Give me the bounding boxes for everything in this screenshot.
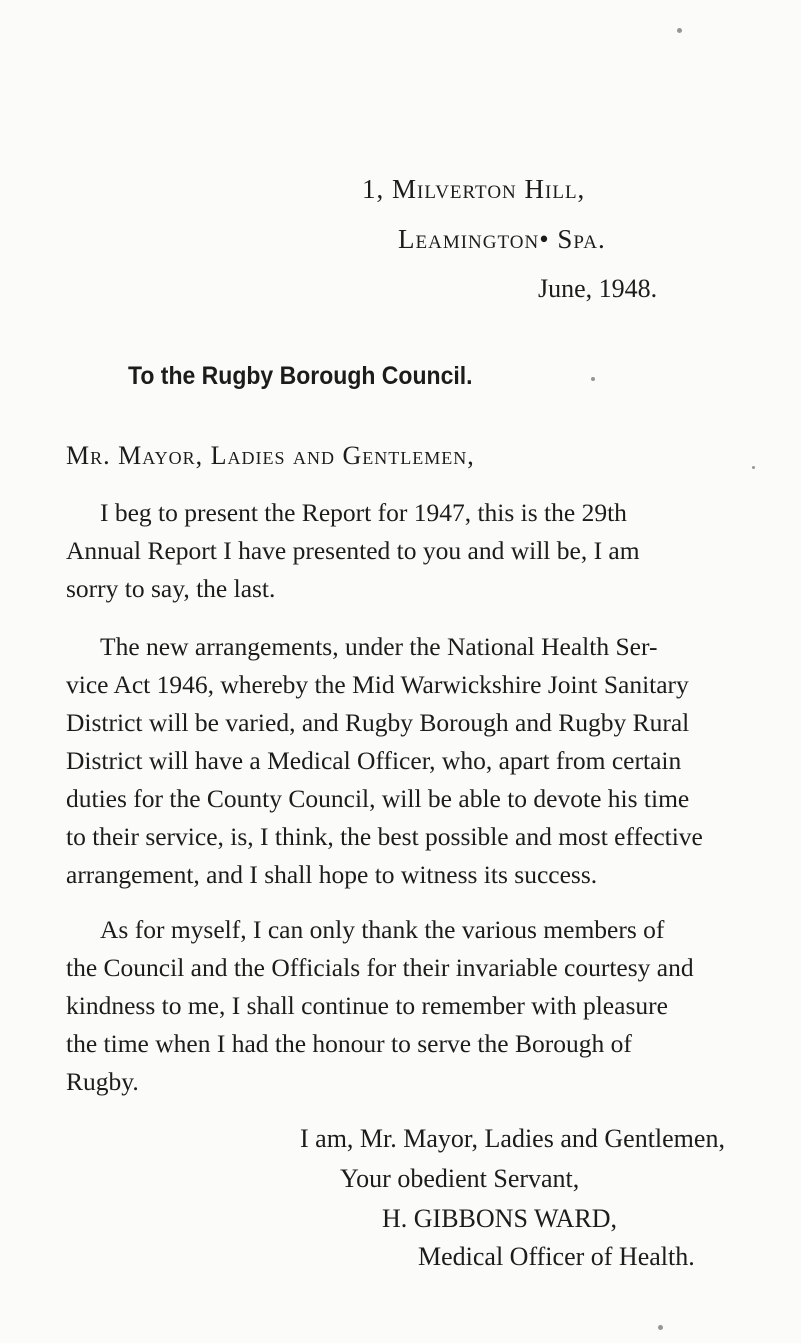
address-line-1: 1, Milverton Hill,	[362, 174, 586, 204]
signatory-title: Medical Officer of Health.	[418, 1242, 695, 1271]
paragraph-line: the Council and the Officials for their invariable courtesy and	[66, 953, 694, 982]
recipient-heading: To the Rugby Borough Council.	[128, 362, 473, 390]
paragraph-line: District will have a Medical Officer, who, apart from certain	[66, 746, 682, 775]
paragraph-line: The new arrangements, under the National Health Ser-	[100, 632, 658, 661]
paragraph-line: District will be varied, and Rugby Borough and Rugby Rural	[66, 708, 690, 737]
address-line-2: Leamington• Spa.	[398, 224, 606, 254]
letter-date: June, 1948.	[538, 274, 658, 303]
paragraph-line: Rugby.	[66, 1067, 139, 1096]
paragraph-line: the time when I had the honour to serve the Borough of	[66, 1029, 632, 1058]
paragraph-line: sorry to say, the last.	[66, 574, 276, 603]
scan-speck	[677, 28, 682, 33]
signatory-name: H. GIBBONS WARD,	[382, 1204, 617, 1233]
paragraph-line: As for myself, I can only thank the various members of	[100, 915, 665, 944]
scan-speck	[752, 466, 755, 469]
scan-speck	[658, 1325, 663, 1330]
scan-speck	[591, 377, 595, 381]
salutation: Mr. Mayor, Ladies and Gentlemen,	[66, 441, 475, 470]
paragraph-line: duties for the County Council, will be able to devote his time	[66, 784, 690, 813]
paragraph-line: arrangement, and I shall hope to witness its success.	[66, 860, 598, 889]
closing-servant: Your obedient Servant,	[340, 1164, 580, 1193]
paragraph-line: vice Act 1946, whereby the Mid Warwickshire Joint Sanitary	[66, 670, 689, 699]
paragraph-line: kindness to me, I shall continue to remember with pleasure	[66, 991, 668, 1020]
paragraph-line: I beg to present the Report for 1947, this is the 29th	[100, 498, 627, 527]
closing-line: I am, Mr. Mayor, Ladies and Gentlemen,	[300, 1124, 725, 1153]
paragraph-line: to their service, is, I think, the best possible and most effective	[66, 822, 703, 851]
paragraph-line: Annual Report I have presented to you and will be, I am	[66, 536, 640, 565]
